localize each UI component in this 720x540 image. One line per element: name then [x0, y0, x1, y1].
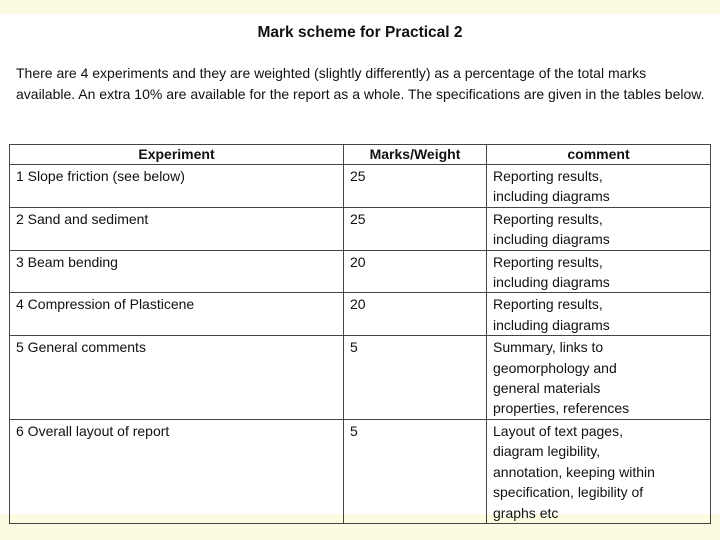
page-title: Mark scheme for Practical 2: [257, 24, 463, 41]
table-row: [10, 250, 711, 293]
cell-comment: Reporting results, including diagrams: [487, 165, 711, 208]
cell-experiment: 6 Overall layout of report: [10, 419, 344, 523]
header-comment: comment: [487, 145, 711, 165]
cell-experiment: 2 Sand and sediment: [10, 207, 344, 250]
cell-comment: Reporting results, including diagrams: [487, 250, 711, 293]
intro-paragraph: There are 4 experiments and they are weighted (slightly differently) as a percentage of the total marks available. An extra 10% are available for the report as a whole. The specifications are given in the tables below.: [16, 65, 705, 102]
cell-marks: 20: [344, 250, 487, 293]
cell-experiment: 1 Slope friction (see below): [10, 165, 344, 208]
table-row: [10, 207, 711, 250]
cell-comment: Reporting results, including diagrams: [487, 293, 711, 336]
cell-comment: Layout of text pages, diagram legibility, annotation, keeping within specification, legibility of graphs etc: [487, 419, 711, 523]
cell-marks: 5: [344, 419, 487, 523]
cell-comment: Reporting results, including diagrams: [487, 207, 711, 250]
mark-scheme-table: [9, 144, 711, 524]
table-row: [10, 293, 711, 336]
cell-experiment: 5 General comments: [10, 336, 344, 420]
document-page: [0, 14, 720, 521]
cell-marks: 20: [344, 293, 487, 336]
cell-comment: Summary, links to geomorphology and general materials properties, references: [487, 336, 711, 420]
header-experiment: Experiment: [10, 145, 344, 165]
cell-marks: 25: [344, 207, 487, 250]
cell-experiment: 3 Beam bending: [10, 250, 344, 293]
table-header-row: [10, 145, 711, 165]
table-row: [10, 165, 711, 208]
cell-experiment: 4 Compression of Plasticene: [10, 293, 344, 336]
header-marks-weight: Marks/Weight: [344, 145, 487, 165]
cell-marks: 5: [344, 336, 487, 420]
cell-marks: 25: [344, 165, 487, 208]
table-row: [10, 419, 711, 523]
table-row: [10, 336, 711, 420]
